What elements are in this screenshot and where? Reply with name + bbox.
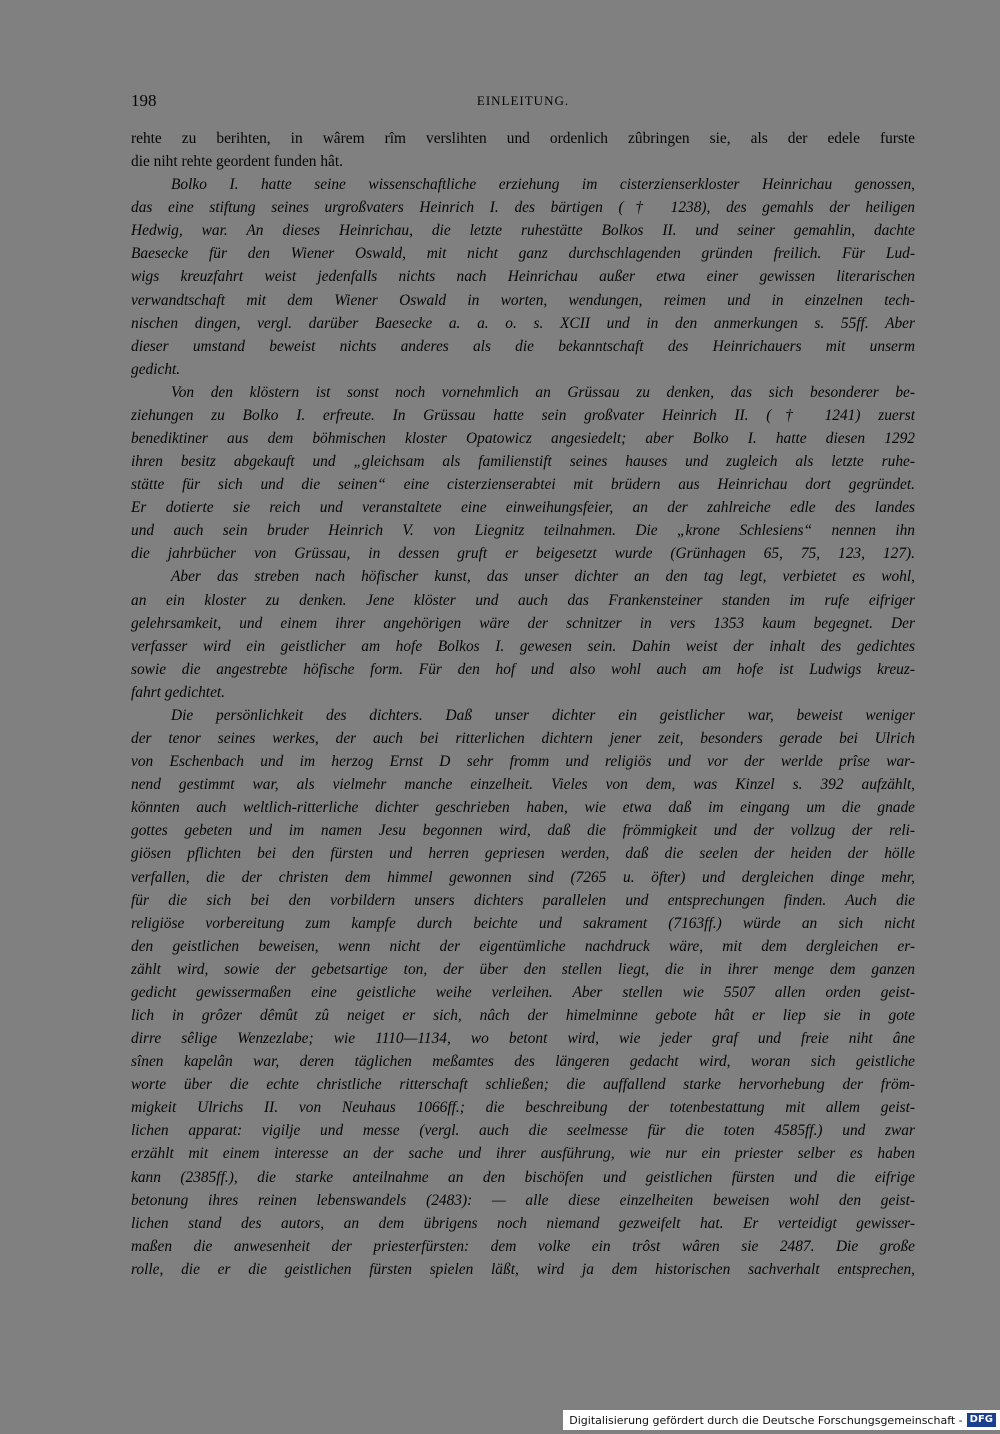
text-line: die niht rehte geordent funden hât. xyxy=(131,153,343,171)
text-line: dirre sêlige Wenzezlabe; wie 1110—1134, wo betont wird, wie jeder graf und freie niht âne xyxy=(131,1030,915,1048)
text-line: maßen die anwesenheit der priesterfürsten: dem volke ein trôst wâren sie 2487. Die große xyxy=(131,1237,915,1255)
page-header xyxy=(131,91,915,115)
text-line: gedicht. xyxy=(131,360,181,378)
text-line: ihren besitz abgekauft und „gleichsam als familienstift seines hauses und zugleich als letzte ruhe- xyxy=(131,453,915,471)
text-line: könnten auch weltlich-ritterliche dichter geschrieben haben, wie etwa daß im eingang um die gnade xyxy=(131,799,915,817)
text-line: verfallen, die der christen dem himmel gewonnen sind (7265 u. öfter) und dergleichen dinge mehr, xyxy=(131,868,915,886)
text-line: Aber das streben nach höfischer kunst, das unser dichter an den tag legt, verbietet es wohl, xyxy=(171,568,915,586)
text-line: sînen kapelân war, deren täglichen meßamtes des längeren gedacht wird, woran sich geistliche xyxy=(131,1053,915,1071)
text-line: lichen stand des autors, an dem übrigens noch niemand gezweifelt hat. Er verteidigt gewisser- xyxy=(131,1214,915,1232)
text-line: stätte für sich und die seinen“ eine cisterzienserabtei mit brüdern aus Heinrichau dort gegründet. xyxy=(131,476,915,494)
text-line: Bolko I. hatte seine wissenschaftliche erziehung im cisterzienserkloster Heinrichau genossen, xyxy=(171,176,915,194)
text-line: religiöse vorbereitung zum kampfe durch beichte und sakrament (7163ff.) würde an sich nicht xyxy=(131,914,915,932)
body-text xyxy=(131,127,915,1281)
text-line: lichen apparat: vigilje und messe (vergl. auch die seelmesse für die toten 4585ff.) und zwar xyxy=(131,1122,915,1140)
text-line: rehte zu berihten, in wârem rîm verslihten und ordenlich zûbringen sie, als der edele furste xyxy=(131,130,915,147)
text-line: ziehungen zu Bolko I. erfreute. In Grüssau hatte sein großvater Heinrich II. († 1241) zuerst xyxy=(131,406,915,424)
text-line: nischen dingen, vergl. darüber Baesecke a. a. o. s. XCII und in den anmerkungen s. 55ff. Aber xyxy=(131,314,915,332)
text-line: betonung ihres reinen lebenswandels (2483): — alle diese einzelheiten beweisen wohl den geist- xyxy=(131,1191,915,1209)
text-line: erzählt mit einem interesse an der sache und ihrer ausführung, wie nur ein priester selber es haben xyxy=(131,1145,915,1163)
text-line: wigs kreuzfahrt weist jedenfalls nichts nach Heinrichau außer etwa einer gewissen literarischen xyxy=(131,268,915,286)
text-line: sowie die angestrebte höfische form. Für den hof und also wohl auch am hofe ist Ludwigs kreuz- xyxy=(131,660,915,678)
text-line: der tenor seines werkes, der auch bei ritterlichen dichtern jener zeit, besonders gerade bei Ulrich xyxy=(131,730,915,748)
text-line: und auch sein bruder Heinrich V. von Liegnitz teilnahmen. Die „krone Schlesiens“ nennen ihn xyxy=(131,522,915,540)
text-line: kann (2385ff.), die starke anteilnahme an den bischöfen und geistlichen fürsten und die eifrige xyxy=(131,1168,915,1186)
text-line: von Eschenbach und im herzog Ernst D sehr fromm und religiös und vor der werlde prîse war- xyxy=(131,753,915,771)
text-line: verwandtschaft mit dem Wiener Oswald in worten, wendungen, reimen und in einzelnen tech- xyxy=(131,291,915,309)
text-line: Von den klöstern ist sonst noch vornehmlich an Grüssau zu denken, das sich besonderer be- xyxy=(171,383,915,401)
text-line: giösen pflichten bei den fürsten und herren gepriesen werden, daß die seelen der heiden der hölle xyxy=(131,845,915,863)
text-line: benediktiner aus dem böhmischen kloster Opatowicz angesiedelt; aber Bolko I. hatte diesen 1292 xyxy=(131,430,915,448)
text-line: dieser umstand beweist nichts anderes als die bekanntschaft des Heinrichauers mit unserm xyxy=(131,337,915,355)
text-line: zählt wird, sowie der gebetsartige ton, der über den stellen liegt, die in ihrer menge dem ganzen xyxy=(131,960,915,978)
text-line: den geistlichen beweisen, wenn nicht der eigentümliche nachdruck wäre, mit dem dergleichen er- xyxy=(131,937,915,955)
text-line: die jahrbücher von Grüssau, in dessen gruft er beigesetzt wurde (Grünhagen 65, 75, 123, 127). xyxy=(131,545,915,563)
funding-footer xyxy=(563,1410,1000,1430)
text-line: lich in grôzer dêmût zû neiget er sich, nâch der himelminne gebote hât er liep sie in gote xyxy=(131,1006,915,1024)
text-line: verfasser wird ein geistlicher am hofe Bolkos I. gewesen sein. Dahin weist der inhalt des gedichtes xyxy=(131,637,915,655)
text-line: gedicht gewissermaßen eine geistliche weihe verleihen. Aber stellen wie 5507 allen orden geist- xyxy=(131,983,915,1001)
text-line: fahrt gedichtet. xyxy=(131,683,226,701)
text-line: Baesecke für den Wiener Oswald, mit nicht ganz durchschlagenden gründen freilich. Für Lud- xyxy=(131,245,915,263)
text-line: an ein kloster zu denken. Jene klöster und auch das Frankensteiner standen im rufe eifriger xyxy=(131,591,915,609)
text-line: gottes gebeten und im namen Jesu begonnen wird, daß die frömmigkeit und der vollzug der reli- xyxy=(131,822,915,840)
text-line: Er dotierte sie reich und veranstaltete eine einweihungsfeier, an der zahlreiche edle des landes xyxy=(131,499,915,517)
page-number: 198 xyxy=(131,91,157,110)
text-line: rolle, die er die geistlichen fürsten spielen läßt, wird ja dem historischen sachverhalt entsprechen, xyxy=(131,1260,915,1278)
dfg-logo: DFG xyxy=(967,1413,996,1427)
text-line: für die sich bei den vorbildern unsers dichters parallelen und entsprechungen finden. Auch die xyxy=(131,891,915,909)
text-line: migkeit Ulrichs II. von Neuhaus 1066ff.; die beschreibung der totenbestattung mit allem geist- xyxy=(131,1099,915,1117)
running-head: EINLEITUNG. xyxy=(476,93,570,108)
text-line: Hedwig, war. An dieses Heinrichau, die letzte ruhestätte Bolkos II. und seiner gemahlin, dachte xyxy=(131,222,915,240)
text-line: gelehrsamkeit, und einem ihrer angehörigen wäre der schnitzer in vers 1353 kaum begegnet. Der xyxy=(131,614,915,632)
text-line: Die persönlichkeit des dichters. Daß unser dichter ein geistlicher war, beweist weniger xyxy=(171,706,915,724)
text-line: das eine stiftung seines urgroßvaters Heinrich I. des bärtigen († 1238), des gemahls der heiligen xyxy=(131,199,915,217)
text-line: worte über die echte christliche ritterschaft schließen; die auffallend starke hervorhebung der fröm- xyxy=(131,1076,915,1094)
text-line: nend gestimmt war, als vielmehr manche einzelheit. Vieles von dem, was Kinzel s. 392 aufzählt, xyxy=(131,776,915,794)
footer-text: Digitalisierung gefördert durch die Deutsche Forschungsgemeinschaft - xyxy=(569,1413,963,1427)
